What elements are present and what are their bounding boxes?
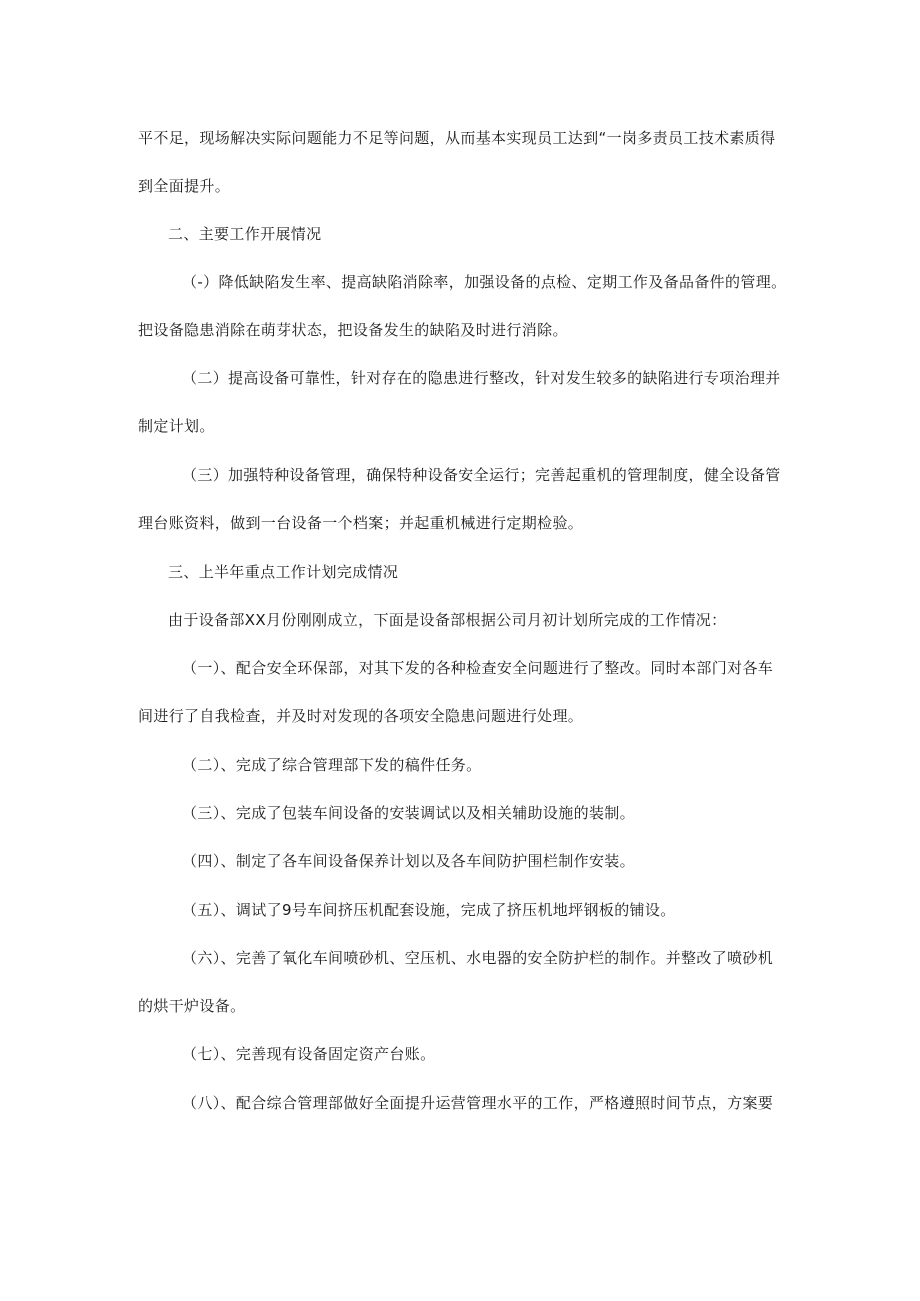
list-item: （四）、制定了各车间设备保养计划以及各车间防护围栏制作安装。 — [182, 852, 636, 870]
paragraph-line: （一）、配合安全环保部，对其下发的各种检查安全问题进行了整改。同时本部门对各车 — [182, 659, 774, 677]
paragraph-line: 制定计划。 — [138, 417, 215, 435]
list-item: （六）、完善了氧化车间喷砂机、空压机、水电器的安全防护栏的制作。并整改了喷砂机 — [182, 949, 774, 967]
paragraph-line: 由于设备部XX月份刚刚成立，下面是设备部根据公司月初计划所完成的工作情况： — [168, 611, 727, 629]
section-heading: 二、主要工作开展情况 — [168, 225, 322, 243]
list-item: （五）、调试了9号车间挤压机配套设施，完成了挤压机地坪钢板的铺设。 — [182, 901, 676, 919]
paragraph-line: 理台账资料，做到一台设备一个档案；并起重机械进行定期检验。 — [138, 514, 584, 532]
list-item: （三）、完成了包装车间设备的安装调试以及相关辅助设施的装制。 — [182, 804, 636, 822]
section-heading: 三、上半年重点工作计划完成情况 — [168, 563, 399, 581]
list-item: （七）、完善现有设备固定资产台账。 — [182, 1045, 436, 1063]
list-item: （八）、配合综合管理部做好全面提升运营管理水平的工作，严格遵照时间节点，方案要 — [182, 1094, 774, 1112]
list-item: （二）、完成了综合管理部下发的稿件任务。 — [182, 756, 482, 774]
paragraph-line: （-）降低缺陷发生率、提高缺陷消除率，加强设备的点检、定期工作及备品备件的管理。 — [182, 273, 787, 291]
paragraph-line: 间进行了自我检查，并及时对发现的各项安全隐患问题进行处理。 — [138, 707, 584, 725]
paragraph-line: 把设备隐患消除在萌芽状态，把设备发生的缺陷及时进行消除。 — [138, 321, 568, 339]
paragraph-line: 平不足，现场解决实际问题能力不足等问题，从而基本实现员工达到“一岗多责员工技术素质得 — [138, 129, 776, 147]
paragraph-line: （二）提高设备可靠性，针对存在的隐患进行整改，针对发生较多的缺陷进行专项治理并 — [182, 369, 781, 387]
paragraph-line: 到全面提升。 — [138, 177, 231, 195]
paragraph-line: （三）加强特种设备管理，确保特种设备安全运行；完善起重机的管理制度，健全设备管 — [182, 466, 781, 484]
paragraph-line: 的烘干炉设备。 — [138, 997, 246, 1015]
